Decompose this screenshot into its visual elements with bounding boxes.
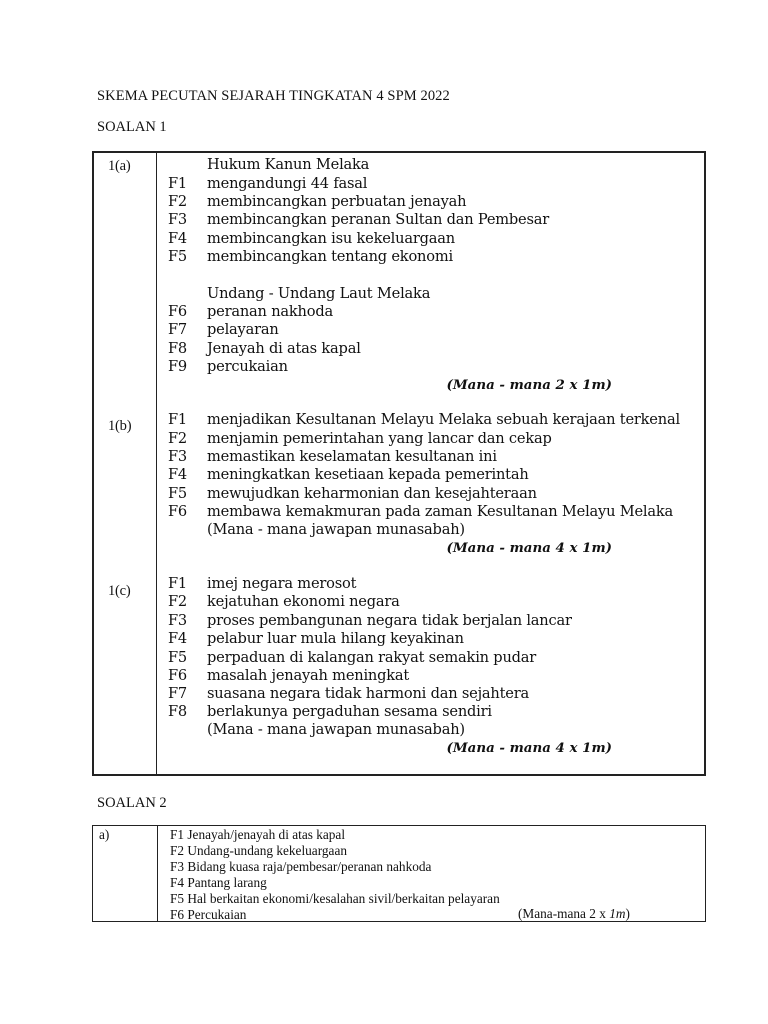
answer-text: perpaduan di kalangan rakyat semakin pudar [207,649,537,666]
answer-text: mengandungi 44 fasal [207,175,368,192]
answer-text: pelabur luar mula hilang keyakinan [207,630,464,647]
answer-text: membincangkan tentang ekonomi [207,248,453,265]
answer-text: membincangkan peranan Sultan dan Pembesar [207,211,550,228]
answer-code: F9 [168,358,188,375]
answer-code: F3 [168,211,188,228]
extra-note-1b: (Mana - mana jawapan munasabah) [207,521,465,538]
heading-hukum-kanun: Hukum Kanun Melaka [207,156,370,173]
answer-code: F3 [168,448,188,465]
answer-text: berlakunya pergaduhan sesama sendiri [207,703,492,720]
question-label-1c: 1(c) [108,583,131,599]
marks-prefix: (Mana-mana 2 x [518,906,610,921]
answer-text: suasana negara tidak harmoni dan sejahtera [207,685,529,702]
answer-code: F1 [168,175,188,192]
answer-text: proses pembangunan negara tidak berjalan lancar [207,612,572,629]
answer-text: peranan nakhoda [207,303,333,320]
soalan-2-heading: SOALAN 2 [97,795,167,811]
answer-code: F3 [168,612,188,629]
answer-code: F5 [168,649,188,666]
column-divider [157,826,158,921]
marks-note-1a: (Mana - mana 2 x 1m) [446,377,612,393]
answer-code: F8 [168,703,188,720]
marks-suffix: ) [625,906,630,921]
answer-line: F3 Bidang kuasa raja/pembesar/peranan nahkoda [170,859,432,874]
answer-line: F4 Pantang larang [170,875,267,890]
answer-text: percukaian [207,358,288,375]
answer-text: membincangkan perbuatan jenayah [207,193,467,210]
heading-undang-laut: Undang - Undang Laut Melaka [207,285,431,302]
answer-code: F8 [168,340,188,357]
answer-code: F1 [168,411,188,428]
marks-note-1c: (Mana - mana 4 x 1m) [446,740,612,756]
answer-code: F5 [168,248,188,265]
answer-line: F2 Undang-undang kekeluargaan [170,843,347,858]
answer-code: F6 [168,667,188,684]
answer-code: F7 [168,685,188,702]
answer-code: F4 [168,466,188,483]
question-label-2a: a) [99,827,110,842]
answer-line: F1 Jenayah/jenayah di atas kapal [170,827,346,842]
answer-code: F4 [168,230,188,247]
answer-code: F6 [168,503,188,520]
answer-text: Jenayah di atas kapal [207,340,361,357]
answer-text: memastikan keselamatan kesultanan ini [207,448,497,465]
answer-code: F6 [168,303,188,320]
answer-text: mewujudkan keharmonian dan kesejahteraan [207,485,537,502]
answer-text: masalah jenayah meningkat [207,667,410,684]
answer-code: F7 [168,321,188,338]
answer-code: F1 [168,575,188,592]
answer-text: menjamin pemerintahan yang lancar dan cekap [207,430,552,447]
answer-code: F4 [168,630,188,647]
soalan-2-table [92,825,706,922]
answer-code: F2 [168,593,188,610]
marks-note-1b: (Mana - mana 4 x 1m) [446,540,612,556]
answer-text: membincangkan isu kekeluargaan [207,230,455,247]
soalan-1-table [92,151,706,776]
answer-code: F2 [168,193,188,210]
answer-text: kejatuhan ekonomi negara [207,593,400,610]
answer-text: pelayaran [207,321,279,338]
marks-note-2a [518,906,630,922]
answer-code: F5 [168,485,188,502]
question-label-1a: 1(a) [108,158,131,174]
answer-line: F6 Percukaian [170,907,247,922]
document-title: SKEMA PECUTAN SEJARAH TINGKATAN 4 SPM 2022 [97,88,450,104]
soalan-1-heading: SOALAN 1 [97,119,167,135]
answer-text: menjadikan Kesultanan Melayu Melaka sebuah kerajaan terkenal [207,411,680,428]
answer-text: meningkatkan kesetiaan kepada pemerintah [207,466,529,483]
answer-text: imej negara merosot [207,575,357,592]
answer-text: membawa kemakmuran pada zaman Kesultanan Melayu Melaka [207,503,674,520]
answer-code: F2 [168,430,188,447]
question-label-1b: 1(b) [108,418,132,434]
extra-note-1c: (Mana - mana jawapan munasabah) [207,721,465,738]
answer-line: F5 Hal berkaitan ekonomi/kesalahan sivil/berkaitan pelayaran [170,891,500,906]
marks-italic: 1m [609,906,626,921]
